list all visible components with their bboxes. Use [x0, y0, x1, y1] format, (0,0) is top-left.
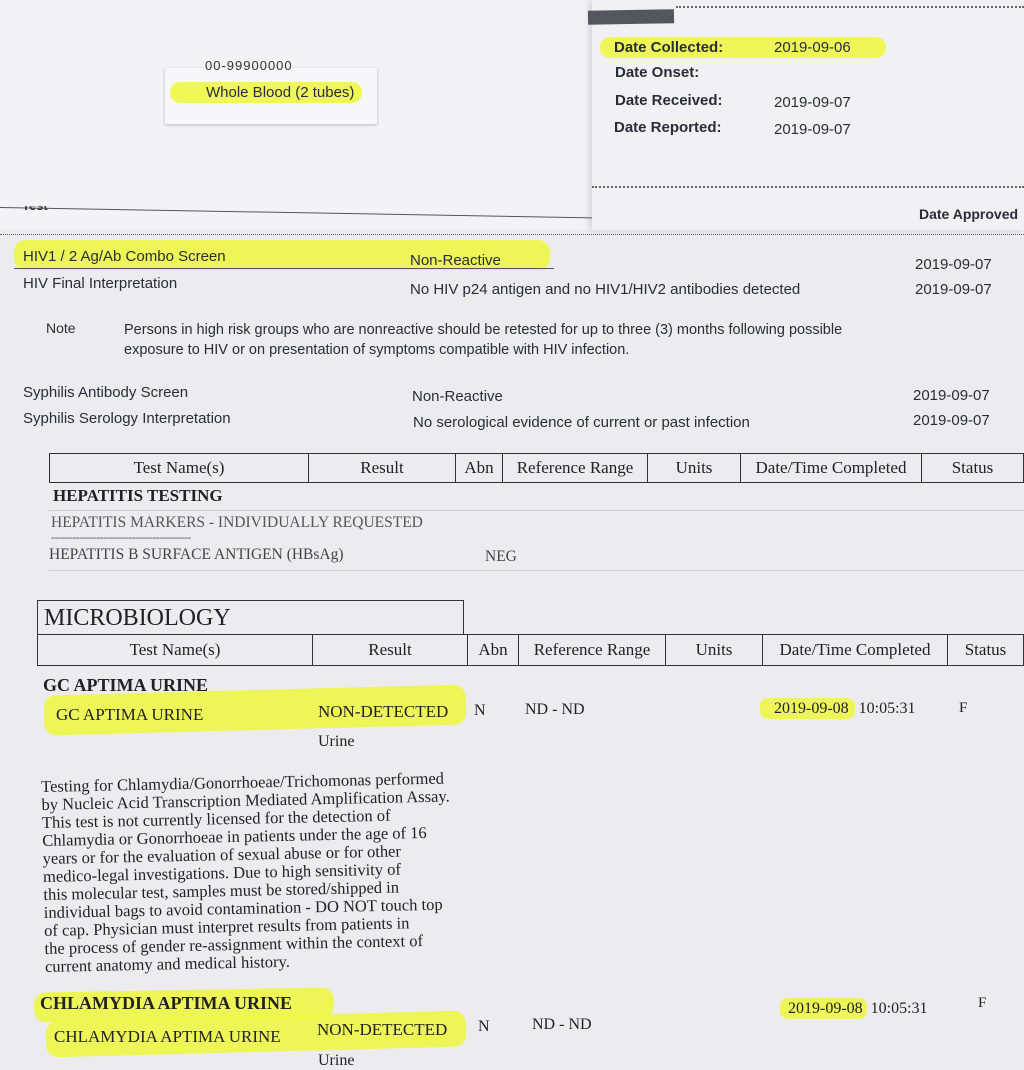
- ct-status: F: [978, 995, 987, 1011]
- gc-test-name: GC APTIMA URINE: [56, 705, 204, 724]
- dotted-divider: [676, 6, 1024, 8]
- date-reported-label: Date Reported:: [614, 119, 722, 136]
- hiv-screen-name: HIV1 / 2 Ag/Ab Combo Screen: [23, 248, 226, 265]
- hepatitis-dash-rule: ----------------------------------------: [51, 530, 191, 544]
- col-units: Units: [666, 635, 763, 666]
- hbsag-test-name: HEPATITIS B SURFACE ANTIGEN (HBsAg): [49, 546, 344, 563]
- gc-status: F: [959, 700, 968, 716]
- hiv-screen-date: 2019-09-07: [915, 256, 992, 273]
- hiv-note-line2: exposure to HIV or on presentation of symptoms compatible with HIV infection.: [124, 342, 630, 358]
- specimen-code: 00-99900000: [205, 58, 293, 73]
- col-test-names: Test Name(s): [50, 454, 309, 483]
- ct-date-completed: 2019-09-08 10:05:31: [780, 1000, 928, 1018]
- col-result: Result: [309, 454, 456, 483]
- syphilis-screen-date: 2019-09-07: [913, 387, 990, 404]
- gc-reference-range: ND - ND: [525, 701, 585, 718]
- date-collected-value: 2019-09-06: [774, 39, 851, 56]
- dotted-divider-2: [592, 186, 1024, 188]
- dotted-divider-3: [0, 234, 1024, 235]
- hbsag-result: NEG: [485, 548, 517, 565]
- hiv-screen-result: Non-Reactive: [410, 252, 501, 269]
- syphilis-interp-name: Syphilis Serology Interpretation: [23, 410, 231, 427]
- ct-test-name: CHLAMYDIA APTIMA URINE: [54, 1027, 281, 1046]
- date-received-label: Date Received:: [615, 92, 723, 109]
- hiv-note-label: Note: [46, 320, 76, 336]
- header-paper-right: [592, 0, 1024, 230]
- col-reference-range: Reference Range: [503, 454, 648, 483]
- date-collected-row: [600, 37, 886, 58]
- col-result: Result: [313, 635, 468, 666]
- col-date-time-completed: Date/Time Completed: [741, 454, 922, 483]
- hepatitis-subsection: HEPATITIS MARKERS - INDIVIDUALLY REQUESTED: [51, 514, 423, 531]
- syphilis-screen-result: Non-Reactive: [412, 388, 503, 405]
- col-status: Status: [922, 454, 1024, 483]
- col-abn: Abn: [456, 454, 503, 483]
- col-abn: Abn: [468, 635, 519, 666]
- date-reported-value: 2019-09-07: [774, 121, 851, 138]
- ct-reference-range: ND - ND: [532, 1016, 592, 1033]
- microbiology-title: MICROBIOLOGY: [37, 600, 464, 635]
- gc-abn: N: [474, 702, 486, 719]
- col-status: Status: [948, 635, 1024, 666]
- hepatitis-column-header: [49, 453, 1024, 483]
- microbiology-column-header: [37, 634, 1024, 666]
- syphilis-interp-result: No serological evidence of current or past infection: [413, 414, 750, 431]
- gc-section-title: GC APTIMA URINE: [43, 675, 209, 695]
- syphilis-screen-name: Syphilis Antibody Screen: [23, 384, 189, 401]
- gc-date-completed: 2019-09-08 10:05:31: [760, 700, 916, 718]
- row-rule-2: [49, 570, 1024, 571]
- date-received-value: 2019-09-07: [774, 94, 851, 111]
- date-collected-label: Date Collected:: [614, 39, 724, 56]
- date-approved-header: Date Approved: [919, 206, 1019, 222]
- col-date-time-completed: Date/Time Completed: [763, 635, 948, 666]
- row-rule: [49, 510, 1024, 511]
- gc-result: NON-DETECTED: [318, 702, 449, 721]
- ct-result: NON-DETECTED: [317, 1020, 448, 1039]
- date-onset-label: Date Onset:: [615, 64, 700, 81]
- hepatitis-section-title: HEPATITIS TESTING: [53, 486, 223, 505]
- col-test-names: Test Name(s): [38, 635, 313, 666]
- gc-time-completed: 10:05:31: [858, 700, 916, 717]
- specimen-type: Whole Blood (2 tubes): [170, 84, 362, 101]
- ct-section-title: CHLAMYDIA APTIMA URINE: [40, 993, 293, 1013]
- ct-specimen: Urine: [318, 1052, 355, 1069]
- hiv-interp-name: HIV Final Interpretation: [23, 275, 178, 292]
- hiv-interp-date: 2019-09-07: [915, 281, 992, 298]
- col-units: Units: [648, 454, 741, 483]
- syphilis-interp-date: 2019-09-07: [913, 412, 990, 429]
- hiv-note-line1: Persons in high risk groups who are nonreactive should be retested for up to three (3) months following possible: [124, 322, 843, 338]
- col-reference-range: Reference Range: [519, 635, 666, 666]
- ct-time-completed: 10:05:31: [870, 1000, 928, 1017]
- gc-specimen: Urine: [318, 733, 355, 750]
- ct-abn: N: [478, 1018, 490, 1035]
- aptima-test-note: Testing for Chlamydia/Gonorrhoeae/Trichomonas performed by Nucleic Acid Transcription Mediated Amplification Assay. This test is not currently licensed for the detection of Chlamydia or Gonorrhoeae in patients under the age of 16 years or for the evaluation of sexual abuse or for other medico-legal investigations. Due to high sensitivity of this molecular test, samples must be stored/shipped in individual bags to avoid contamination - DO NOT touch top of cap. Physician must interpret results from patients in the process of gender re-assignment within the context of current anatomy and medical history.: [40, 768, 450, 976]
- hiv-interp-result: No HIV p24 antigen and no HIV1/HIV2 antibodies detected: [410, 281, 801, 298]
- paper-edge-shadow: [588, 9, 674, 24]
